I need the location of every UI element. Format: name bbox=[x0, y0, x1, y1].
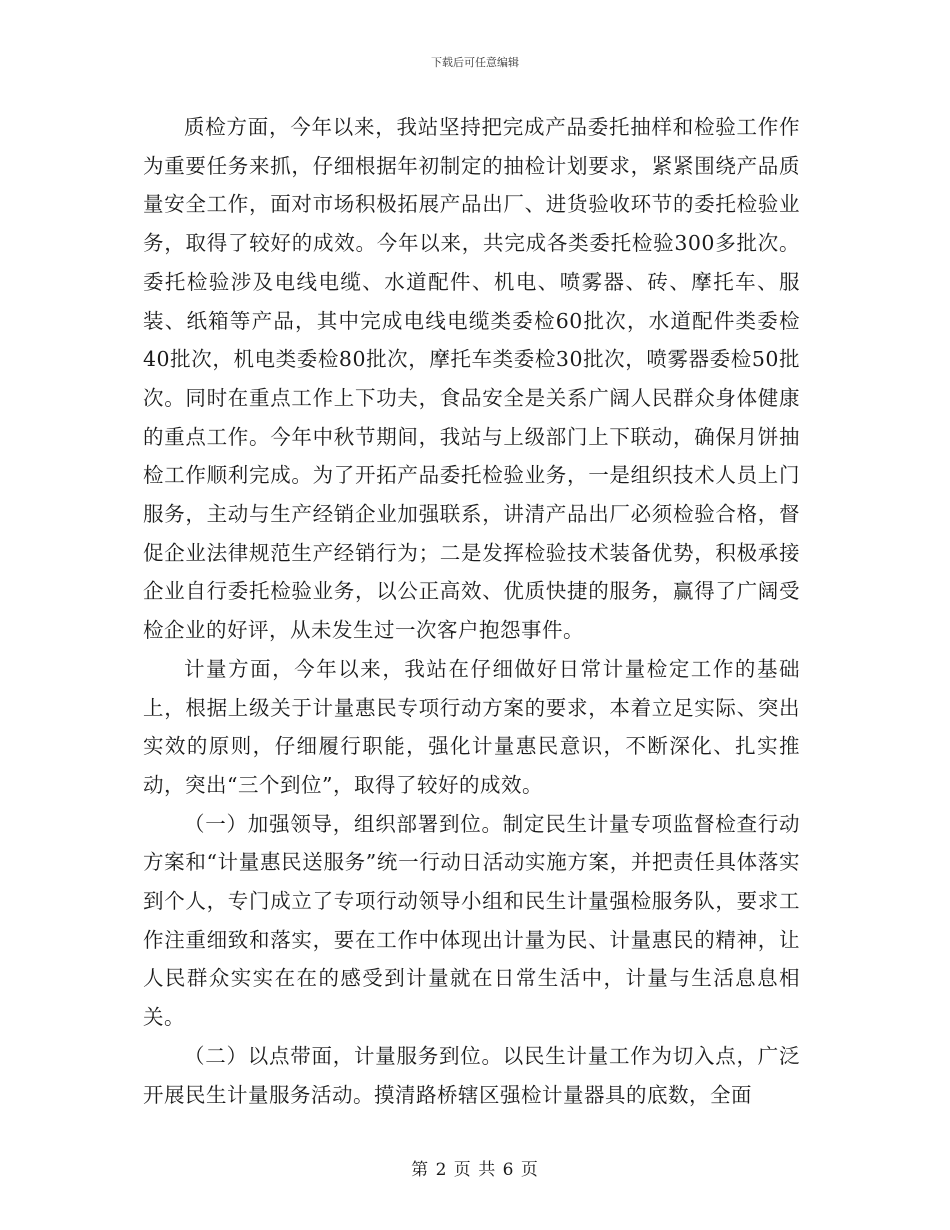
page-number-footer: 第 2 页 共 6 页 bbox=[411, 1160, 539, 1180]
paragraph-service: （二）以点带面，计量服务到位。以民生计量工作为切入点，广泛开展民生计量服务活动。摸清路桥辖区强检计量器具的底数，全面 bbox=[143, 1043, 800, 1107]
paragraph-quality-inspection: 质检方面，今年以来，我站坚持把完成产品委托抽样和检验工作作为重要任务来抓，仔细根据年初制定的抽检计划要求，紧紧围绕产品质量安全工作，面对市场积极拓展产品出厂、进货验收环节的委托检验业务，取得了较好的成效。今年以来，共完成各类委托检验300多批次。委托检验涉及电线电缆、水道配件、机电、喷雾器、砖、摩托车、服装、纸箱等产品，其中完成电线电缆类委检60批次，水道配件类委检40批次，机电类委检80批次，摩托车类委检30批次，喷雾器委检50批次。同时在重点工作上下功夫，食品安全是关系广阔人民群众身体健康的重点工作。今年中秋节期间，我站与上级部门上下联动，确保月饼抽检工作顺利完成。为了开拓产品委托检验业务，一是组织技术人员上门服务，主动与生产经销企业加强联系，讲清产品出厂必须检验合格，督促企业法律规范生产经销行为；二是发挥检验技术装备优势，积极承接企业自行委托检验业务，以公正高效、优质快捷的服务，赢得了广阔受检企业的好评，从未发生过一次客户抱怨事件。 bbox=[143, 115, 800, 643]
document-body bbox=[143, 108, 800, 1114]
paragraph-leadership: （一）加强领导，组织部署到位。制定民生计量专项监督检查行动方案和“计量惠民送服务”统一行动日活动实施方案，并把责任具体落实到个人，专门成立了专项行动领导小组和民生计量强检服务队，要求工作注重细致和落实，要在工作中体现出计量为民、计量惠民的精神，让人民群众实实在在的感受到计量就在日常生活中，计量与生活息息相关。 bbox=[143, 811, 800, 1030]
page-header: 下载后可任意编辑 bbox=[431, 56, 519, 69]
paragraph-metrology: 计量方面，今年以来，我站在仔细做好日常计量检定工作的基础上，根据上级关于计量惠民专项行动方案的要求，本着立足实际、突出实效的原则，仔细履行职能，强化计量惠民意识，不断深化、扎实推动，突出“三个到位”，取得了较好的成效。 bbox=[143, 656, 800, 797]
